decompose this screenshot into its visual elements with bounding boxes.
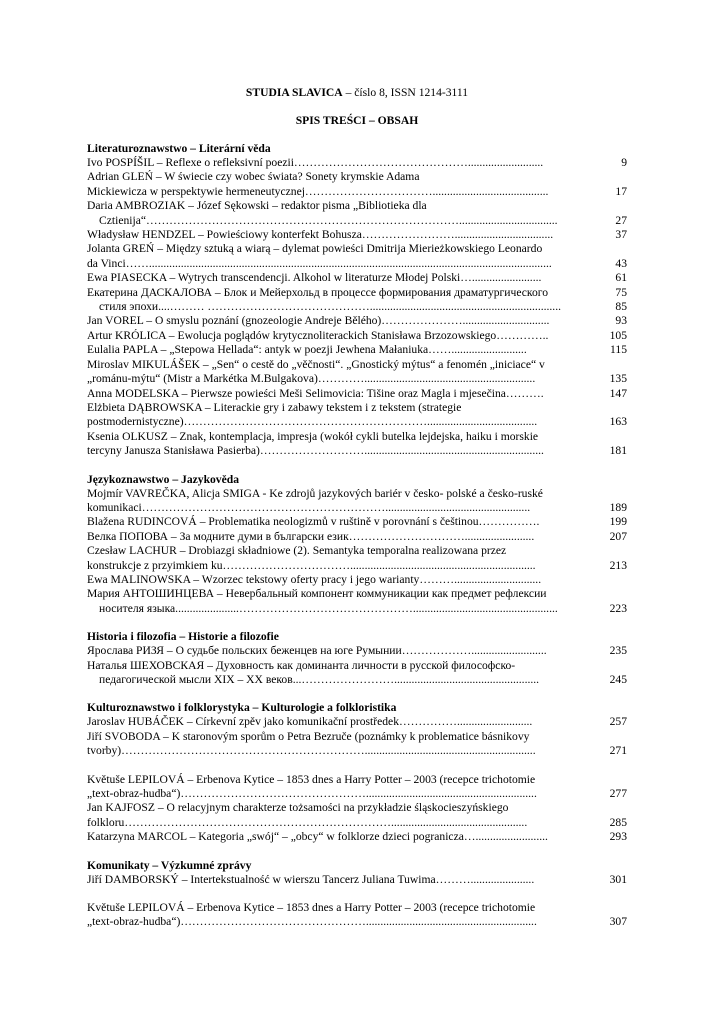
entry-page-number: 17 <box>615 184 627 198</box>
entry-page-number: 199 <box>609 515 627 529</box>
journal-name: STUDIA SLAVICA <box>245 86 343 99</box>
entry-page-number: 271 <box>609 744 627 758</box>
toc-section <box>87 859 627 930</box>
entry-text <box>87 801 597 830</box>
entry-line: стиля эпохи....……… …………………………………….................................................................. <box>99 300 562 314</box>
entry-line: Ksenia OLKUSZ – Znak, kontemplacja, impresja (wokół cykli butelka lejdejska, haiku i morskie <box>87 429 539 443</box>
entry-text <box>87 544 597 573</box>
toc-entry[interactable] <box>87 487 627 516</box>
toc-entry[interactable] <box>87 773 627 802</box>
entry-page-number: 105 <box>609 328 627 342</box>
toc-entry[interactable] <box>87 358 627 387</box>
entry-page-number: 307 <box>609 915 627 929</box>
entry-text <box>87 530 597 544</box>
entry-line: tercyny Janusza Stanisława Pasierba)……………………….............................................................. <box>87 444 544 458</box>
toc-entry[interactable] <box>87 587 627 616</box>
entry-line: Jiří DAMBORSKÝ – Intertekstualność w wierszu Tancerz Juliana Tuwima………...................... <box>87 872 535 886</box>
entry-page-number: 207 <box>609 529 627 543</box>
entry-page-number: 115 <box>610 343 627 357</box>
toc-entry[interactable] <box>87 286 627 300</box>
toc-entry[interactable] <box>87 659 627 688</box>
entry-text <box>87 773 597 802</box>
entry-page-number: 135 <box>609 372 627 386</box>
entry-page-number: 213 <box>609 558 627 572</box>
entry-line: Elżbieta DĄBROWSKA – Literackie gry i zabawy tekstem i z tekstem (strategie <box>87 400 462 414</box>
toc-entry[interactable] <box>87 401 627 430</box>
entry-line: „text-obraz-hudba“)…………………………………………........................................................... <box>87 787 537 801</box>
toc-section <box>87 701 627 844</box>
entry-text <box>87 228 597 242</box>
toc-section <box>87 473 627 617</box>
entry-line: Jaroslav HUBÁČEK – Církevní zpěv jako komunikační prostředek…………….......................... <box>87 715 533 729</box>
entry-line: Ярослава РИЗЯ – О судьбе польских беженцев на юге Румынии……………….......................... <box>87 644 547 658</box>
entry-text <box>87 358 597 387</box>
entry-text <box>87 730 597 759</box>
entry-text <box>87 170 597 199</box>
entry-line: Mickiewicza w perspektywie hermeneutycznej……………………………........................................ <box>87 184 549 198</box>
entry-line: Miroslav MIKULÁŠEK – „Sen“ o cestě do „věčnosti“. „Gnostický mýtus“ a fenomén „iniciace“ v <box>87 357 545 371</box>
entry-page-number: 285 <box>609 815 627 829</box>
toc-entry[interactable] <box>87 873 627 887</box>
entry-line: tvorby)………………………………………………………........................................................... <box>87 744 536 758</box>
section-heading: Kulturoznawstwo i folklorystyka – Kulturologie a folkloristika <box>87 701 397 715</box>
toc-section <box>87 142 627 459</box>
entry-text <box>87 242 597 271</box>
entry-line: Jiří SVOBODA – K staronovým sporům o Petra Bezruče (poznámky k problematice básnikovy <box>87 729 530 743</box>
entry-line: komunikaci……………………………………………………….................................................. <box>87 500 531 514</box>
entry-text <box>87 644 597 658</box>
entry-line: носителя языка......................……………………………………….................................................. <box>99 601 558 615</box>
entry-page-number: 245 <box>609 673 627 686</box>
entry-text <box>87 343 597 357</box>
entry-line: Ewa PIASECKA – Wytrych transcendencji. Alkohol w literaturze Młodej Polski…........................ <box>87 271 542 285</box>
entry-line: Екатерина ДАСКАЛОВА – Блок и Мейерхольд в процессе формирования драматургического <box>87 285 549 299</box>
journal-issue: – číslo 8, ISSN 1214-3111 <box>342 86 469 99</box>
entry-text <box>87 387 597 401</box>
entry-line: Jan VOREL – O smyslu poznání (gnozeologie Andreje Bělého)………………….............................. <box>87 314 550 328</box>
toc-entry[interactable] <box>87 830 627 844</box>
document-header <box>87 86 627 128</box>
toc-entry[interactable] <box>87 199 627 228</box>
toc-entry[interactable] <box>87 730 627 759</box>
entry-gap <box>87 759 627 773</box>
entry-page-number: 163 <box>609 415 627 429</box>
entry-line: Mojmír VAVREČKA, Alicja SMIGA - Ke zdrojů jazykových bariér v česko- polské a česko-ruské <box>87 486 543 500</box>
entry-line: Adrian GLEŃ – W świecie czy wobec świata? Sonety krymskie Adama <box>87 170 420 184</box>
entry-page-number: 43 <box>615 256 627 270</box>
entry-line: Blažena RUDINCOVÁ – Problematika neologizmů v ruštině v porovnání s češtinou……………. <box>87 515 540 529</box>
entry-line: Květuše LEPILOVÁ – Erbenova Kytice – 1853 dnes a Harry Potter – 2003 (recepce trichotomie <box>87 901 536 915</box>
entry-page-number: 181 <box>609 444 627 458</box>
entry-page-number: 223 <box>609 601 627 615</box>
toc-entry[interactable] <box>87 170 627 199</box>
entry-line: Daria AMBROZIAK – Józef Sękowski – redaktor pisma „Bibliotieka dla <box>87 199 427 213</box>
entry-line: Katarzyna MARCOL – Kategoria „swój“ – „obcy“ w folklorze dzieci pogranicza…......................... <box>87 830 548 844</box>
section-heading: Językoznawstwo – Jazykověda <box>87 472 239 486</box>
entry-line: Eulalia PAPLA – „Stepowa Hellada“: antyk w poezji Jewhena Małaniuka…….......................... <box>87 343 527 357</box>
entry-page-number: 93 <box>615 314 627 328</box>
entry-page-number: 235 <box>609 644 627 658</box>
toc-entry[interactable] <box>87 314 627 328</box>
entry-text <box>87 901 597 930</box>
page-title: SPIS TREŚCI – OBSAH <box>295 114 419 127</box>
entry-text <box>87 715 597 729</box>
toc-entry[interactable] <box>87 515 627 529</box>
toc-entry[interactable] <box>87 300 627 314</box>
entry-line: Наталья ШЕХОВСКАЯ – Духовность как доминанта личности в русской философско- <box>87 658 516 672</box>
entry-text <box>87 659 597 688</box>
toc-entry[interactable] <box>87 801 627 830</box>
toc-entry[interactable] <box>87 544 627 573</box>
section-heading: Literaturoznawstwo – Literární věda <box>87 142 271 155</box>
entry-line: da Vinci……........................................................................................................................................... <box>87 256 552 270</box>
entry-line: folkloru……………………………………………………………............................................... <box>87 815 528 829</box>
entry-text <box>87 156 597 170</box>
entry-line: Anna MODELSKA – Pierwsze powieści Meši Selimovicia: Tišine oraz Magla i mjesečina………. <box>87 386 544 400</box>
entry-page-number: 257 <box>609 715 627 729</box>
entry-text <box>87 300 597 314</box>
entry-page-number: 61 <box>615 271 627 285</box>
entry-text <box>87 830 597 844</box>
toc-entry[interactable] <box>87 644 627 658</box>
toc-entry[interactable] <box>87 228 627 242</box>
entry-text <box>87 873 597 887</box>
table-of-contents <box>87 86 627 930</box>
entry-page-number: 277 <box>609 787 627 801</box>
toc-entry[interactable] <box>87 387 627 401</box>
entry-page-number: 147 <box>609 386 627 400</box>
entry-line: Cztienija“……………………………………………………………………….................................. <box>99 213 558 227</box>
entry-text <box>87 329 597 343</box>
toc-entry[interactable] <box>87 901 627 930</box>
entry-line: Květuše LEPILOVÁ – Erbenova Kytice – 1853 dnes a Harry Potter – 2003 (recepce trichotomie <box>87 772 536 786</box>
entry-text <box>87 430 597 459</box>
toc-entry[interactable] <box>87 573 627 587</box>
toc-entry[interactable] <box>87 156 627 170</box>
entry-text <box>87 401 597 430</box>
entry-text <box>87 199 597 228</box>
entry-line: Czesław LACHUR – Drobiazgi składniowe (2). Semantyka temporalna realizowana przez <box>87 544 507 558</box>
entry-page-number: 293 <box>609 830 627 844</box>
entry-text <box>87 573 597 587</box>
toc-entry[interactable] <box>87 530 627 544</box>
entry-text <box>87 314 597 328</box>
entry-page-number: 27 <box>615 213 627 227</box>
toc-entry[interactable] <box>87 430 627 459</box>
toc-entry[interactable] <box>87 715 627 729</box>
entry-text <box>87 487 597 516</box>
entry-page-number: 9 <box>621 156 627 169</box>
toc-sections <box>87 142 627 930</box>
entry-page-number: 189 <box>609 500 627 514</box>
entry-text <box>87 286 597 300</box>
entry-page-number: 301 <box>609 872 627 886</box>
entry-line: Władysław HENDZEL – Powieściowy konterfekt Bohusza…………………….................................. <box>87 228 554 242</box>
toc-entry[interactable] <box>87 271 627 285</box>
journal-line <box>87 86 627 100</box>
entry-text <box>87 515 597 529</box>
entry-line: Велка ПОПОВА – За модните думи в български език…………………………........................ <box>87 529 535 543</box>
toc-entry[interactable] <box>87 329 627 343</box>
entry-line: „románu-mýtu“ (Mistr a Markétka M.Bulgakova)…………........................................................... <box>87 372 536 386</box>
entry-line: педагогической мысли XIX – XX веков...…………………….................................................. <box>99 673 540 686</box>
entry-line: postmodernistyczne)………………………………………………………...................................... <box>87 415 538 429</box>
section-heading: Komunikaty – Výzkumné zprávy <box>87 858 252 872</box>
entry-page-number: 37 <box>615 228 627 242</box>
entry-text <box>87 587 597 616</box>
entry-line: konstrukcje z przyimkiem ku……………………………................................................................ <box>87 558 536 572</box>
entry-line: Ewa MALINOWSKA – Wzorzec tekstowy oferty pracy i jego warianty……….............................. <box>87 572 542 586</box>
toc-entry[interactable] <box>87 242 627 271</box>
entry-line: Ivo POSPÍŠIL – Reflexe o refleksivní poezii……………………………………….......................... <box>87 156 544 169</box>
entry-page-number: 75 <box>615 285 627 299</box>
entry-line: Jan KAJFOSZ – O relacyjnym charakterze tożsamości na przykładzie śląskocieszyńskiego <box>87 801 509 815</box>
entry-line: Jolanta GREŃ – Między sztuką a wiarą – dylemat powieści Dmitrija Mierieżkowskiego Leonardo <box>87 242 543 256</box>
toc-entry[interactable] <box>87 343 627 357</box>
entry-line: Мария АНТОШИНЦЕВА – Невербальный компонент коммуникации как предмет рефлексии <box>87 587 547 601</box>
toc-section <box>87 630 627 687</box>
entry-text <box>87 271 597 285</box>
section-heading: Historia i filozofia – Historie a filozofie <box>87 630 279 644</box>
entry-line: „text-obraz-hudba“)…………………………………………........................................................... <box>87 915 537 929</box>
entry-line: Artur KRÓLICA – Ewolucja poglądów krytycznoliterackich Stanisława Brzozowskiego………….. <box>87 328 549 342</box>
entry-page-number: 85 <box>615 300 627 314</box>
entry-gap <box>87 887 627 901</box>
